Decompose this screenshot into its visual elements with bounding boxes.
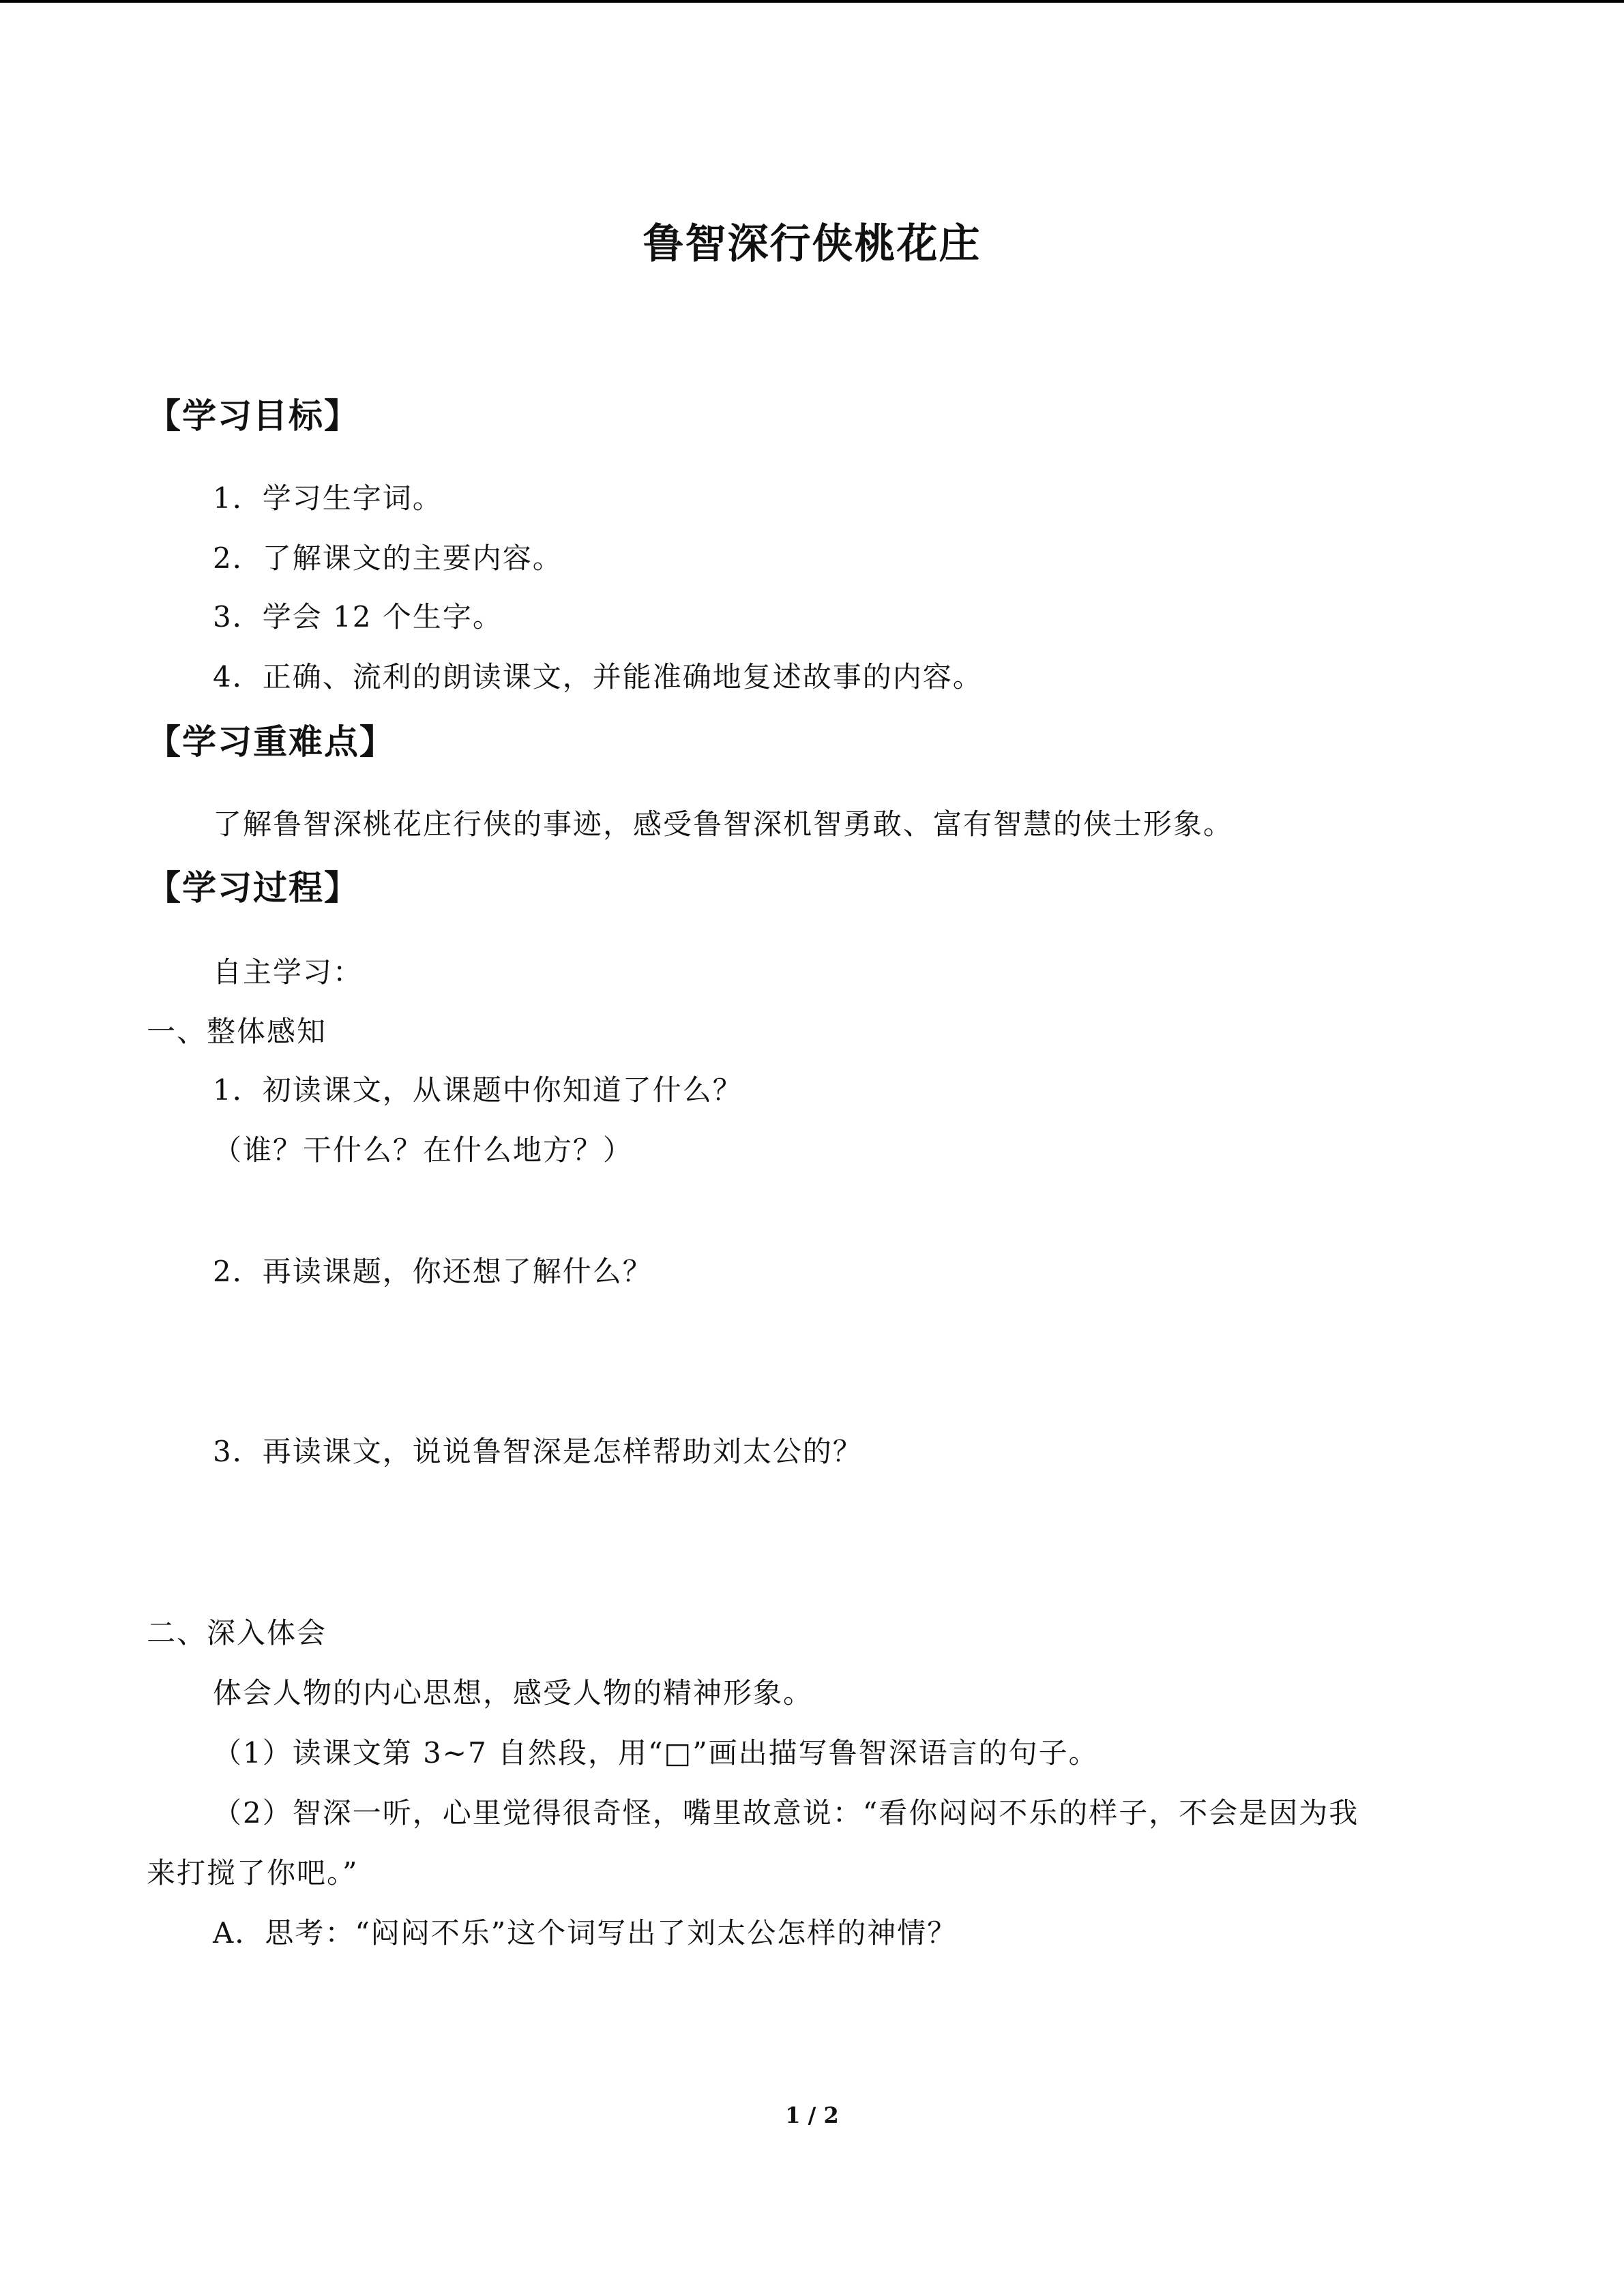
- objective-item-2: 2．了解课文的主要内容。: [213, 541, 563, 575]
- top-border-line: [0, 0, 1624, 3]
- part2-item-1: （1）读课文第 3~7 自然段，用“□”画出描写鲁智深语言的句子。: [213, 1736, 1099, 1770]
- heading-key-points: 【学习重难点】: [147, 722, 395, 762]
- objective-item-4: 4．正确、流利的朗读课文，并能准确地复述故事的内容。: [213, 660, 983, 694]
- heading-objectives: 【学习目标】: [147, 396, 359, 436]
- page-number: 1 / 2: [785, 2102, 839, 2128]
- part2-item-2-question-a: A．思考：“闷闷不乐”这个词写出了刘太公怎样的神情？: [213, 1916, 958, 1950]
- part1-question-2: 2．再读课题，你还想了解什么？: [213, 1255, 653, 1288]
- key-points-text: 了解鲁智深桃花庄行侠的事迹，感受鲁智深机智勇敢、富有智慧的侠士形象。: [213, 807, 1234, 841]
- part1-question-3: 3．再读课文，说说鲁智深是怎样帮助刘太公的？: [213, 1435, 863, 1468]
- part2-item-2-line-2: 来打搅了你吧。”: [147, 1856, 359, 1890]
- part2-intro: 体会人物的内心思想，感受人物的精神形象。: [213, 1676, 814, 1710]
- part1-question-1-hint: （谁？干什么？在什么地方？）: [213, 1133, 634, 1167]
- part2-title: 二、深入体会: [147, 1616, 327, 1650]
- objective-item-3: 3．学会 12 个生字。: [213, 600, 503, 633]
- part1-question-1: 1．初读课文，从课题中你知道了什么？: [213, 1073, 743, 1107]
- document-title: 鲁智深行侠桃花庄: [643, 220, 981, 268]
- self-study-label: 自主学习：: [213, 955, 364, 989]
- part2-item-2-line-1: （2）智深一听，心里觉得很奇怪，嘴里故意说：“看你闷闷不乐的样子，不会是因为我: [213, 1796, 1359, 1830]
- heading-process: 【学习过程】: [147, 868, 359, 908]
- objective-item-1: 1．学习生字词。: [213, 481, 443, 515]
- part1-title: 一、整体感知: [147, 1015, 327, 1048]
